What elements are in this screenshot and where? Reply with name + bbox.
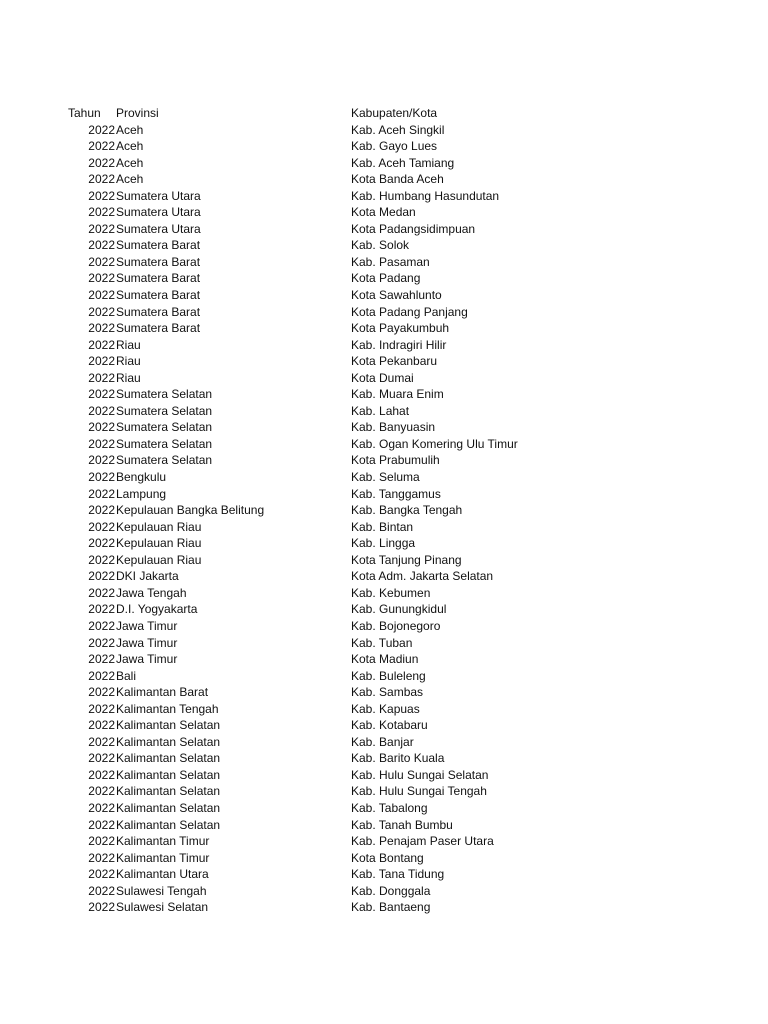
cell-kabupaten-kota: Kab. Pasaman xyxy=(351,254,430,269)
table-row xyxy=(0,221,768,238)
cell-tahun: 2022 xyxy=(88,122,115,137)
cell-provinsi: Kalimantan Selatan xyxy=(116,767,221,782)
cell-provinsi: Sumatera Barat xyxy=(116,304,201,319)
cell-tahun: 2022 xyxy=(88,420,115,435)
cell-provinsi: Aceh xyxy=(116,122,144,137)
cell-tahun: 2022 xyxy=(88,751,115,766)
cell-provinsi: Kepulauan Bangka Belitung xyxy=(116,503,265,518)
cell-provinsi: Kepulauan Riau xyxy=(116,519,202,534)
table-row xyxy=(0,155,768,172)
cell-tahun: 2022 xyxy=(88,354,115,369)
cell-kabupaten-kota: Kota Madiun xyxy=(351,652,419,667)
cell-provinsi: Sumatera Barat xyxy=(116,321,201,336)
cell-kabupaten-kota: Kab. Kapuas xyxy=(351,701,420,716)
cell-kabupaten-kota: Kab. Hulu Sungai Selatan xyxy=(351,767,489,782)
cell-kabupaten-kota: Kab. Buleleng xyxy=(351,668,426,683)
cell-kabupaten-kota: Kota Padang Panjang xyxy=(351,304,468,319)
cell-kabupaten-kota: Kab. Lahat xyxy=(351,403,410,418)
table-row xyxy=(0,850,768,867)
cell-kabupaten-kota: Kab. Aceh Tamiang xyxy=(351,155,455,170)
cell-provinsi: Aceh xyxy=(116,155,144,170)
table-row xyxy=(0,403,768,420)
cell-tahun: 2022 xyxy=(88,304,115,319)
cell-provinsi: Kalimantan Selatan xyxy=(116,751,221,766)
table-row xyxy=(0,304,768,321)
cell-tahun: 2022 xyxy=(88,387,115,402)
cell-kabupaten-kota: Kab. Kebumen xyxy=(351,585,431,600)
table-row xyxy=(0,618,768,635)
cell-provinsi: Sulawesi Tengah xyxy=(116,883,207,898)
cell-tahun: 2022 xyxy=(88,503,115,518)
cell-tahun: 2022 xyxy=(88,652,115,667)
cell-tahun: 2022 xyxy=(88,784,115,799)
cell-kabupaten-kota: Kab. Banyuasin xyxy=(351,420,436,435)
table-row xyxy=(0,767,768,784)
table-row xyxy=(0,287,768,304)
cell-kabupaten-kota: Kota Padangsidimpuan xyxy=(351,221,476,236)
cell-tahun: 2022 xyxy=(88,734,115,749)
cell-provinsi: Sumatera Selatan xyxy=(116,420,213,435)
cell-tahun: 2022 xyxy=(88,254,115,269)
table-row xyxy=(0,469,768,486)
cell-tahun: 2022 xyxy=(88,288,115,303)
cell-tahun: 2022 xyxy=(88,867,115,882)
table-row xyxy=(0,337,768,354)
cell-provinsi: Aceh xyxy=(116,139,144,154)
table-row xyxy=(0,254,768,271)
cell-tahun: 2022 xyxy=(88,850,115,865)
cell-kabupaten-kota: Kota Pekanbaru xyxy=(351,354,438,369)
cell-tahun: 2022 xyxy=(88,602,115,617)
cell-provinsi: Riau xyxy=(116,370,141,385)
table-row xyxy=(0,552,768,569)
column-header-kabupaten-kota: Kabupaten/Kota xyxy=(351,106,438,120)
cell-tahun: 2022 xyxy=(88,337,115,352)
table-row xyxy=(0,138,768,155)
table-row xyxy=(0,353,768,370)
cell-provinsi: Lampung xyxy=(116,486,167,501)
cell-provinsi: Sumatera Barat xyxy=(116,238,201,253)
table-row xyxy=(0,684,768,701)
cell-provinsi: Sulawesi Selatan xyxy=(116,900,209,915)
cell-kabupaten-kota: Kab. Seluma xyxy=(351,470,420,485)
table-row xyxy=(0,270,768,287)
cell-kabupaten-kota: Kab. Bintan xyxy=(351,519,414,534)
cell-provinsi: Kalimantan Timur xyxy=(116,834,210,849)
cell-kabupaten-kota: Kab. Bantaeng xyxy=(351,900,431,915)
cell-kabupaten-kota: Kota Sawahlunto xyxy=(351,288,442,303)
table-row xyxy=(0,386,768,403)
table-row xyxy=(0,452,768,469)
cell-tahun: 2022 xyxy=(88,536,115,551)
cell-tahun: 2022 xyxy=(88,519,115,534)
cell-tahun: 2022 xyxy=(88,221,115,236)
cell-kabupaten-kota: Kab. Solok xyxy=(351,238,410,253)
cell-provinsi: Bali xyxy=(116,668,137,683)
cell-kabupaten-kota: Kab. Tana Tidung xyxy=(351,867,445,882)
cell-tahun: 2022 xyxy=(88,436,115,451)
cell-provinsi: Sumatera Barat xyxy=(116,288,201,303)
cell-provinsi: Jawa Timur xyxy=(116,652,178,667)
table-row xyxy=(0,883,768,900)
cell-provinsi: Kalimantan Selatan xyxy=(116,718,221,733)
table-row xyxy=(0,866,768,883)
cell-tahun: 2022 xyxy=(88,188,115,203)
table-row xyxy=(0,436,768,453)
cell-tahun: 2022 xyxy=(88,321,115,336)
column-header-provinsi: Provinsi xyxy=(116,106,159,120)
cell-tahun: 2022 xyxy=(88,139,115,154)
cell-kabupaten-kota: Kab. Aceh Singkil xyxy=(351,122,445,137)
cell-tahun: 2022 xyxy=(88,900,115,915)
table-row xyxy=(0,701,768,718)
table-row xyxy=(0,568,768,585)
cell-provinsi: DKI Jakarta xyxy=(116,569,179,584)
cell-provinsi: Sumatera Selatan xyxy=(116,453,213,468)
table-header-row xyxy=(0,105,768,122)
table-row xyxy=(0,486,768,503)
cell-provinsi: Sumatera Utara xyxy=(116,188,201,203)
cell-provinsi: Sumatera Selatan xyxy=(116,436,213,451)
cell-kabupaten-kota: Kab. Barito Kuala xyxy=(351,751,445,766)
cell-provinsi: Riau xyxy=(116,354,141,369)
cell-kabupaten-kota: Kota Dumai xyxy=(351,370,414,385)
cell-tahun: 2022 xyxy=(88,883,115,898)
table-row xyxy=(0,370,768,387)
table-row xyxy=(0,122,768,139)
table-row xyxy=(0,188,768,205)
cell-kabupaten-kota: Kota Banda Aceh xyxy=(351,172,444,187)
cell-provinsi: Kalimantan Selatan xyxy=(116,784,221,799)
cell-tahun: 2022 xyxy=(88,834,115,849)
cell-kabupaten-kota: Kab. Bojonegoro xyxy=(351,618,441,633)
cell-kabupaten-kota: Kota Tanjung Pinang xyxy=(351,552,462,567)
cell-provinsi: Kalimantan Tengah xyxy=(116,701,219,716)
cell-provinsi: Sumatera Utara xyxy=(116,205,201,220)
cell-provinsi: Sumatera Barat xyxy=(116,254,201,269)
cell-tahun: 2022 xyxy=(88,155,115,170)
table-row xyxy=(0,734,768,751)
table-row xyxy=(0,651,768,668)
cell-kabupaten-kota: Kab. Tabalong xyxy=(351,800,428,815)
cell-kabupaten-kota: Kota Prabumulih xyxy=(351,453,440,468)
table-row xyxy=(0,535,768,552)
cell-tahun: 2022 xyxy=(88,470,115,485)
cell-tahun: 2022 xyxy=(88,486,115,501)
cell-provinsi: Sumatera Utara xyxy=(116,221,201,236)
cell-kabupaten-kota: Kab. Lingga xyxy=(351,536,416,551)
table-row xyxy=(0,320,768,337)
table-row xyxy=(0,171,768,188)
cell-tahun: 2022 xyxy=(88,569,115,584)
cell-kabupaten-kota: Kab. Tanah Bumbu xyxy=(351,817,453,832)
cell-tahun: 2022 xyxy=(88,817,115,832)
cell-tahun: 2022 xyxy=(88,767,115,782)
cell-tahun: 2022 xyxy=(88,172,115,187)
cell-provinsi: Kalimantan Barat xyxy=(116,685,209,700)
column-header-tahun: Tahun xyxy=(68,106,101,120)
cell-provinsi: Kalimantan Selatan xyxy=(116,800,221,815)
cell-tahun: 2022 xyxy=(88,701,115,716)
table-row xyxy=(0,817,768,834)
cell-tahun: 2022 xyxy=(88,668,115,683)
cell-provinsi: Aceh xyxy=(116,172,144,187)
cell-provinsi: Riau xyxy=(116,337,141,352)
cell-tahun: 2022 xyxy=(88,271,115,286)
cell-tahun: 2022 xyxy=(88,635,115,650)
cell-kabupaten-kota: Kab. Muara Enim xyxy=(351,387,444,402)
cell-kabupaten-kota: Kota Bontang xyxy=(351,850,424,865)
cell-tahun: 2022 xyxy=(88,618,115,633)
cell-provinsi: Kalimantan Selatan xyxy=(116,817,221,832)
table-body xyxy=(0,122,768,916)
table-row xyxy=(0,717,768,734)
cell-tahun: 2022 xyxy=(88,800,115,815)
cell-provinsi: Sumatera Barat xyxy=(116,271,201,286)
cell-kabupaten-kota: Kota Payakumbuh xyxy=(351,321,450,336)
cell-kabupaten-kota: Kab. Indragiri Hilir xyxy=(351,337,447,352)
cell-provinsi: Jawa Timur xyxy=(116,618,178,633)
cell-provinsi: Kalimantan Timur xyxy=(116,850,210,865)
cell-kabupaten-kota: Kab. Gunungkidul xyxy=(351,602,447,617)
cell-kabupaten-kota: Kab. Gayo Lues xyxy=(351,139,438,154)
cell-kabupaten-kota: Kab. Donggala xyxy=(351,883,431,898)
table-row xyxy=(0,419,768,436)
cell-provinsi: Sumatera Selatan xyxy=(116,387,213,402)
cell-provinsi: Jawa Timur xyxy=(116,635,178,650)
cell-provinsi: Kepulauan Riau xyxy=(116,552,202,567)
cell-tahun: 2022 xyxy=(88,370,115,385)
cell-tahun: 2022 xyxy=(88,718,115,733)
cell-kabupaten-kota: Kab. Tuban xyxy=(351,635,413,650)
table-row xyxy=(0,601,768,618)
cell-kabupaten-kota: Kab. Ogan Komering Ulu Timur xyxy=(351,436,518,451)
table-row xyxy=(0,635,768,652)
data-table xyxy=(0,105,768,916)
cell-tahun: 2022 xyxy=(88,585,115,600)
cell-provinsi: Kalimantan Utara xyxy=(116,867,209,882)
table-row xyxy=(0,899,768,916)
cell-kabupaten-kota: Kota Adm. Jakarta Selatan xyxy=(351,569,494,584)
cell-kabupaten-kota: Kab. Sambas xyxy=(351,685,424,700)
cell-tahun: 2022 xyxy=(88,205,115,220)
table-row xyxy=(0,800,768,817)
table-row xyxy=(0,519,768,536)
cell-provinsi: Kalimantan Selatan xyxy=(116,734,221,749)
table-row xyxy=(0,237,768,254)
table-row xyxy=(0,668,768,685)
cell-tahun: 2022 xyxy=(88,685,115,700)
cell-kabupaten-kota: Kab. Hulu Sungai Tengah xyxy=(351,784,487,799)
cell-provinsi: Bengkulu xyxy=(116,470,167,485)
table-row xyxy=(0,204,768,221)
table-row xyxy=(0,585,768,602)
cell-tahun: 2022 xyxy=(88,552,115,567)
cell-kabupaten-kota: Kab. Penajam Paser Utara xyxy=(351,834,494,849)
cell-kabupaten-kota: Kab. Humbang Hasundutan xyxy=(351,188,500,203)
cell-kabupaten-kota: Kab. Tanggamus xyxy=(351,486,441,501)
table-row xyxy=(0,783,768,800)
cell-tahun: 2022 xyxy=(88,238,115,253)
cell-kabupaten-kota: Kota Medan xyxy=(351,205,416,220)
table-row xyxy=(0,502,768,519)
cell-tahun: 2022 xyxy=(88,403,115,418)
cell-provinsi: Sumatera Selatan xyxy=(116,403,213,418)
cell-tahun: 2022 xyxy=(88,453,115,468)
cell-kabupaten-kota: Kota Padang xyxy=(351,271,421,286)
cell-provinsi: D.I. Yogyakarta xyxy=(116,602,198,617)
cell-kabupaten-kota: Kab. Banjar xyxy=(351,734,414,749)
cell-provinsi: Kepulauan Riau xyxy=(116,536,202,551)
table-row xyxy=(0,750,768,767)
cell-kabupaten-kota: Kab. Kotabaru xyxy=(351,718,428,733)
table-row xyxy=(0,833,768,850)
cell-kabupaten-kota: Kab. Bangka Tengah xyxy=(351,503,463,518)
cell-provinsi: Jawa Tengah xyxy=(116,585,187,600)
